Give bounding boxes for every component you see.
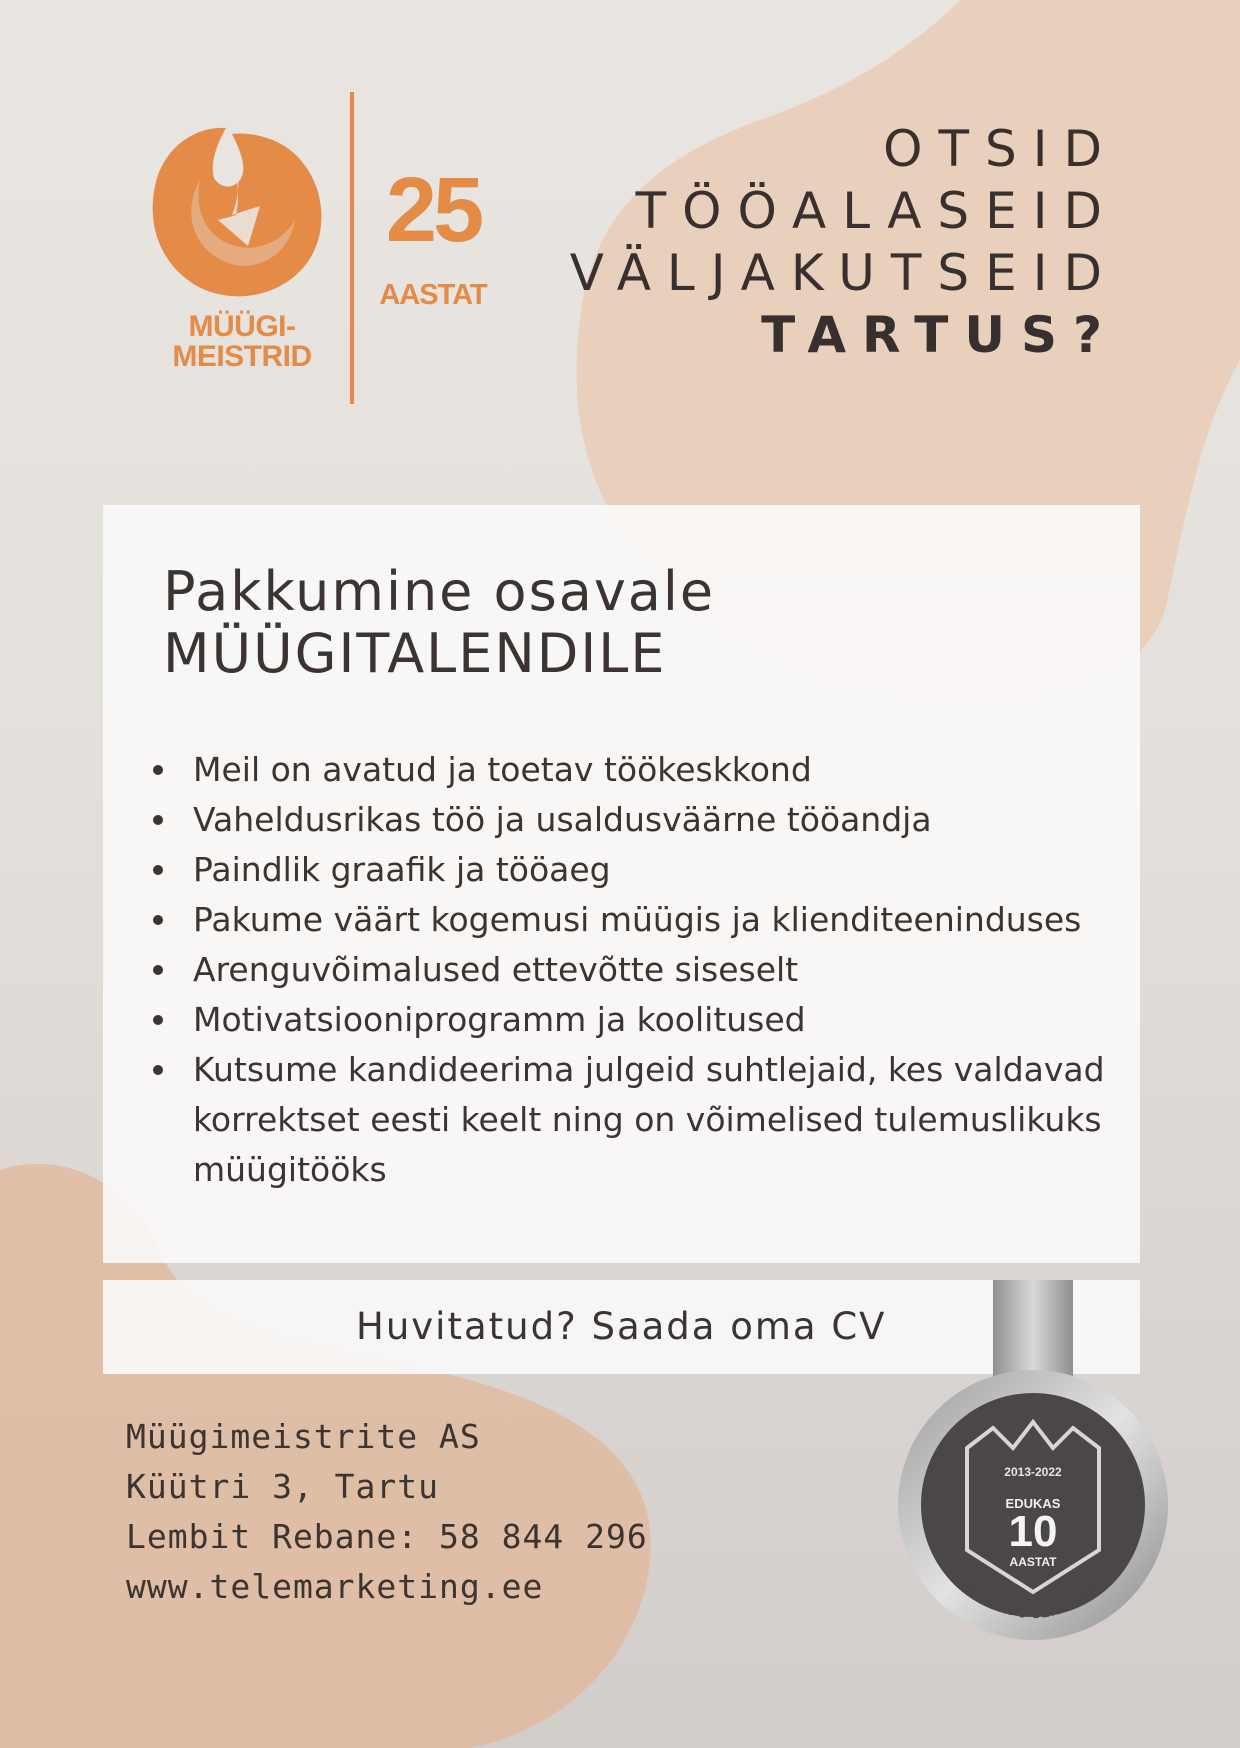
list-item: Paindlik graafik ja tööaeg	[153, 845, 1113, 895]
badge-label-top: EDUKAS	[1005, 1496, 1061, 1511]
headline	[570, 118, 1118, 366]
list-item: Pakume väärt kogemusi müügis ja klienditeeninduses	[153, 895, 1113, 945]
logo-wordmark: MÜÜGI- MEISTRID	[172, 310, 312, 373]
company-logo	[140, 90, 500, 410]
offer-title-line-2: MÜÜGITALENDILE	[163, 622, 667, 685]
headline-line-2: TÖÖALASEID	[635, 182, 1118, 240]
anniversary-number: 25	[385, 159, 481, 261]
offer-card	[103, 505, 1140, 1263]
company-name: Müügimeistrite AS	[126, 1417, 481, 1456]
badge-years-range: 2013-2022	[1004, 1465, 1062, 1479]
headline-line-3: VÄLJAKUTSEID	[569, 244, 1118, 302]
contact-person-phone: Lembit Rebane: 58 844 296	[126, 1517, 648, 1556]
benefits-list	[153, 745, 1113, 1195]
certificate-badge	[895, 1280, 1170, 1660]
badge-label-bottom: AASTAT	[1009, 1555, 1057, 1569]
list-item: Vaheldusrikas töö ja usaldusväärne tööandja	[153, 795, 1113, 845]
cta-text: Huvitatud? Saada oma CV	[356, 1305, 887, 1348]
headline-line-1: OTSID	[883, 120, 1118, 178]
address: Küütri 3, Tartu	[126, 1467, 440, 1506]
list-item: Meil on avatud ja toetav töökeskkond	[153, 745, 1113, 795]
website-link[interactable]: www.telemarketing.ee	[126, 1567, 544, 1606]
swirl-arrow-icon	[140, 120, 330, 300]
list-item: Kutsume kandideerima julgeid suhtlejaid, kes valdavad korrektset eesti keelt ning on võimelised tulemuslikuks müügitööks	[153, 1045, 1113, 1195]
list-item: Motivatsiooniprogramm ja koolitused	[153, 995, 1113, 1045]
badge-number: 10	[1008, 1507, 1058, 1556]
logo-divider	[350, 92, 354, 404]
anniversary-label: AASTAT	[379, 279, 487, 311]
contact-info	[126, 1412, 648, 1612]
list-item: Arenguvõimalused ettevõtte siseselt	[153, 945, 1113, 995]
offer-title-line-1: Pakkumine osavale	[163, 560, 716, 623]
badge-ring-text-path: CREDITINFO SERTIFIKAAT	[952, 1565, 1114, 1622]
badge-ribbon	[993, 1280, 1073, 1380]
offer-title	[163, 561, 715, 685]
headline-line-4: TARTUS?	[761, 306, 1118, 364]
